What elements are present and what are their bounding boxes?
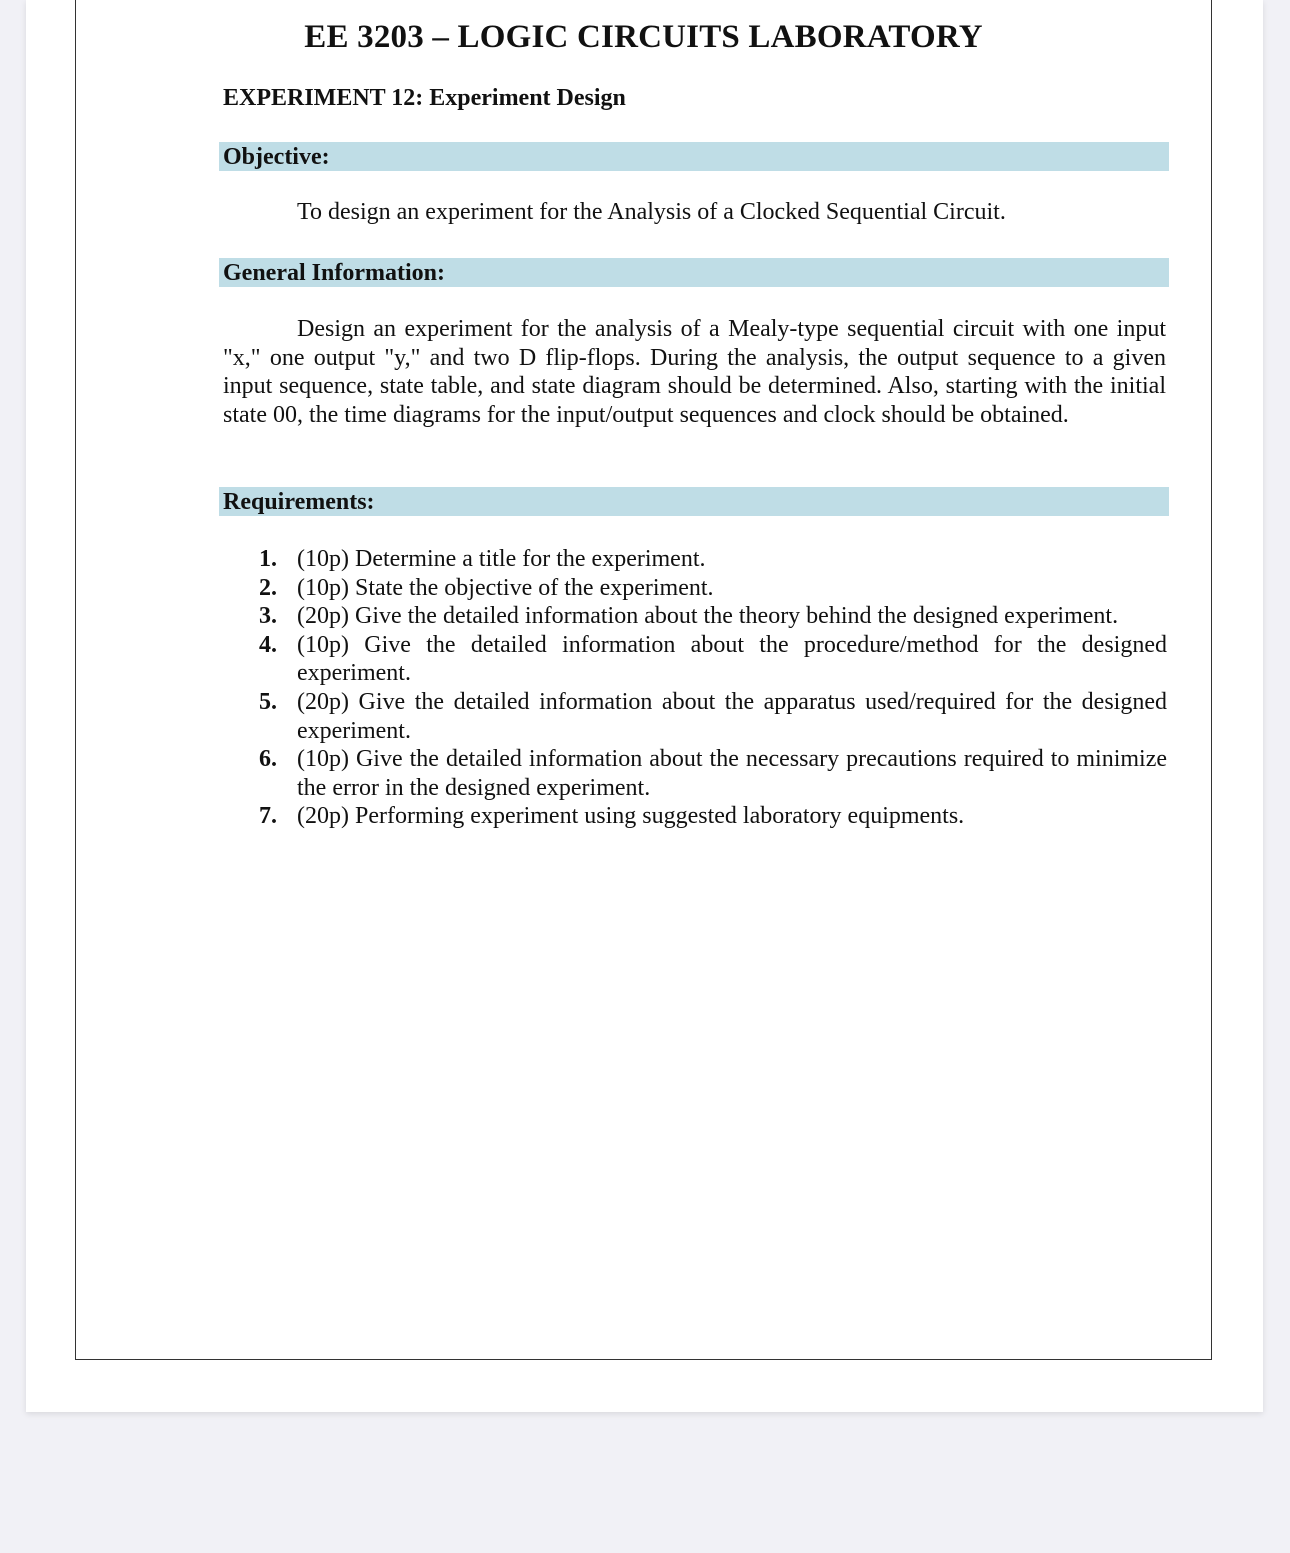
requirement-text: (20p) Give the detailed information about the theory behind the designed experiment.	[297, 603, 1119, 630]
requirement-text: (10p) Determine a title for the experiment.	[297, 546, 706, 572]
requirement-text: (10p) Give the detailed information about the necessary precautions required to minimize the error in the designed experiment.	[297, 746, 1167, 801]
requirements-list	[259, 545, 1167, 831]
requirement-number: 5.	[259, 688, 277, 715]
requirement-number: 4.	[259, 631, 277, 658]
requirement-number: 3.	[259, 603, 277, 630]
requirement-item	[259, 602, 1167, 631]
requirement-text: (10p) State the objective of the experiment.	[297, 574, 714, 601]
page-border-frame	[75, 0, 1212, 1360]
requirements-heading: Requirements:	[219, 487, 1169, 516]
requirement-number: 1.	[259, 546, 277, 572]
requirement-text: (10p) Give the detailed information about the procedure/method for the designed experiment.	[297, 631, 1167, 687]
requirement-item	[259, 688, 1167, 745]
experiment-title: EXPERIMENT 12: Experiment Design	[223, 85, 626, 111]
general-information-heading: General Information:	[219, 258, 1169, 287]
requirement-text: (20p) Give the detailed information about the apparatus used/required for the designed experiment.	[297, 688, 1167, 744]
requirement-item	[259, 545, 1167, 574]
requirement-number: 6.	[259, 746, 277, 773]
objective-heading: Objective:	[219, 142, 1169, 171]
requirement-item	[259, 631, 1167, 688]
document-page	[26, 0, 1263, 1412]
objective-text: To design an experiment for the Analysis of a Clocked Sequential Circuit.	[297, 199, 1006, 225]
requirement-item	[259, 574, 1167, 603]
requirement-number: 2.	[259, 574, 277, 601]
requirement-text: (20p) Performing experiment using suggested laboratory equipments.	[297, 803, 965, 830]
requirement-item	[259, 745, 1167, 802]
requirement-item	[259, 802, 1167, 831]
requirement-number: 7.	[259, 803, 277, 830]
general-information-text: Design an experiment for the analysis of a Mealy-type sequential circuit with one input "x," one output "y," and two D flip-flops. During the analysis, the output sequence to a given input sequence, state table, and state diagram should be determined. Also, starting with the initial state 00, the time diagrams for the input/output sequences and clock should be obtained.	[223, 316, 1166, 428]
document-title: EE 3203 – LOGIC CIRCUITS LABORATORY	[304, 19, 983, 55]
